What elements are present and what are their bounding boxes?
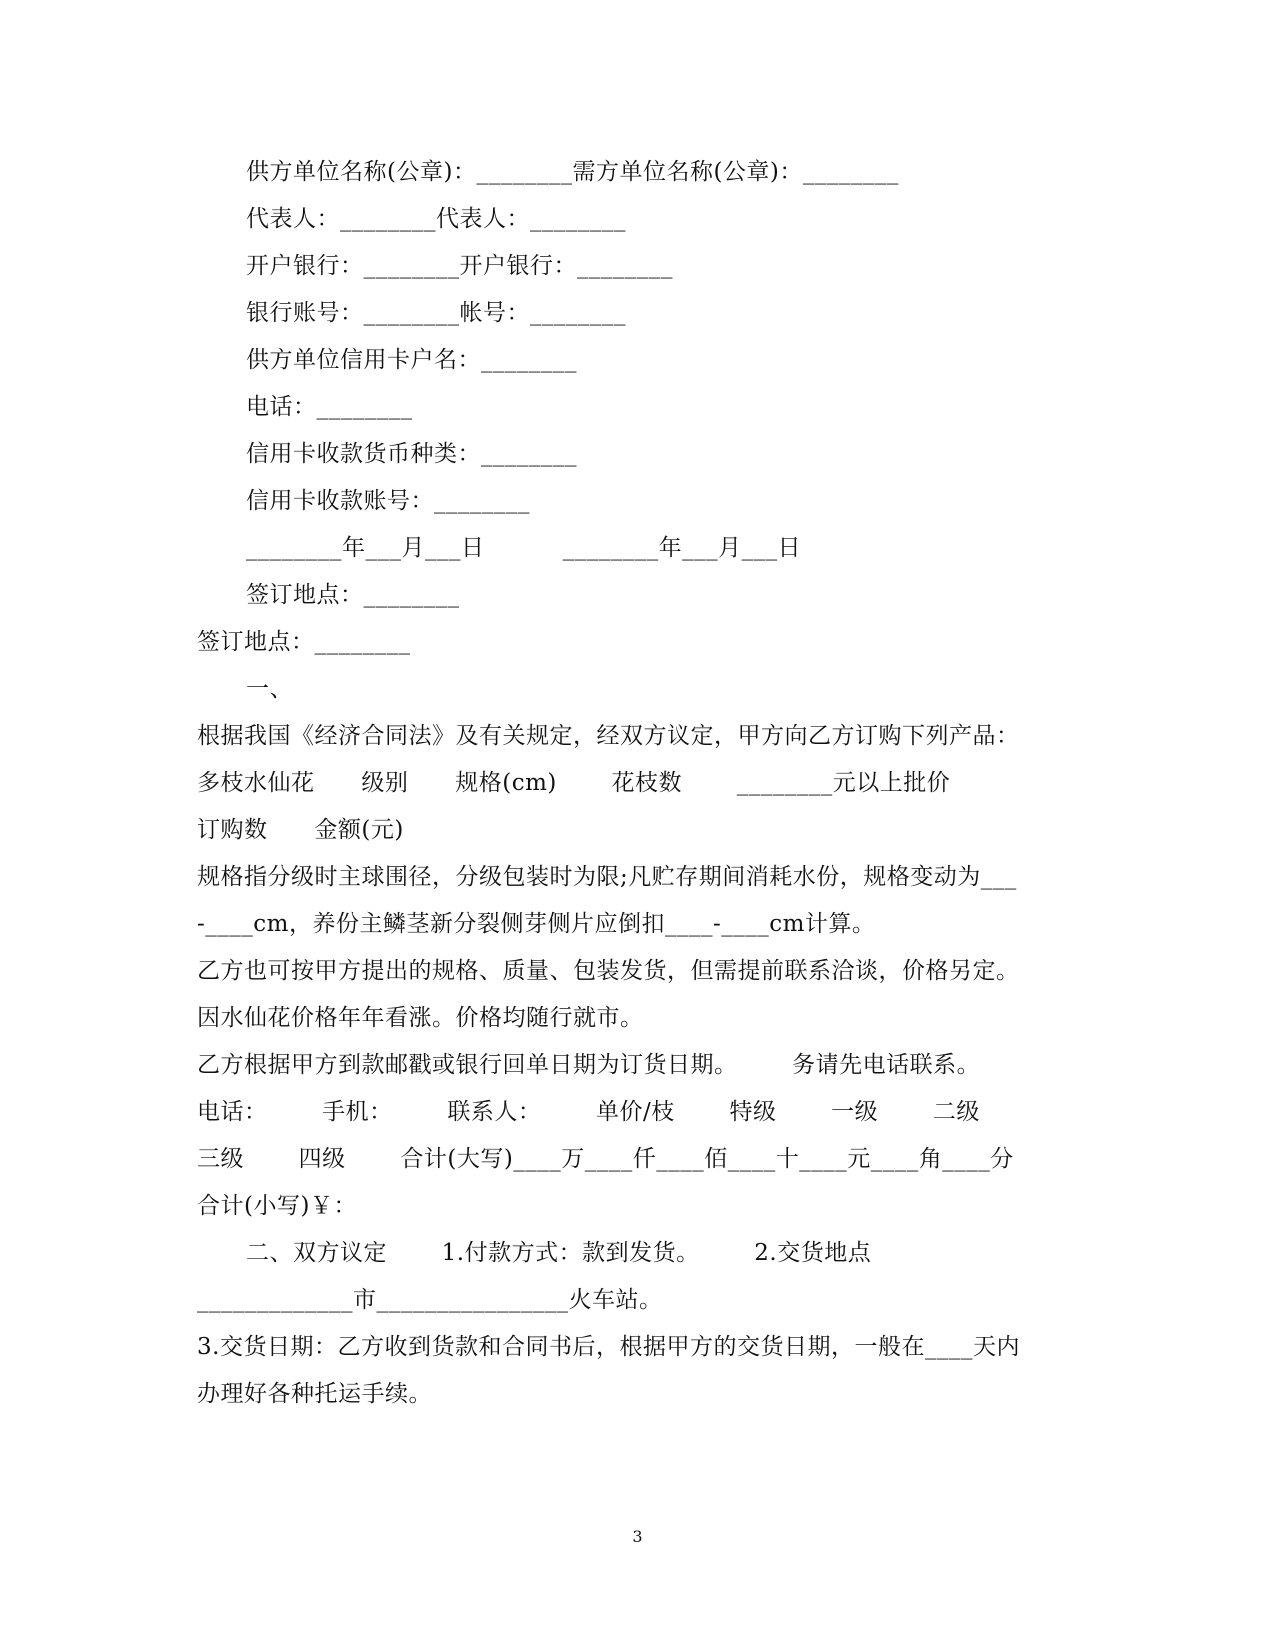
delivery-date-paragraph: 3.交货日期：乙方收到货款和合同书后，根据甲方的交货日期，一般在____天内 xyxy=(197,1334,1020,1360)
bank-line: 开户银行：________开户银行：________ xyxy=(246,253,673,279)
representative-line: 代表人：________代表人：________ xyxy=(246,206,626,232)
delivery-place-line: _____________市________________火车站。 xyxy=(197,1287,663,1313)
section-two-heading: 二、双方议定 1.付款方式：款到发货。 2.交货地点 xyxy=(246,1240,872,1266)
currency-line: 信用卡收款货币种类：________ xyxy=(246,441,577,467)
total-lowercase-line: 合计(小写)￥： xyxy=(197,1193,357,1219)
shipping-note-paragraph: 乙方也可按甲方提出的规格、质量、包装发货，但需提前联系洽谈，价格另定。 xyxy=(197,958,1020,984)
section-one-heading: 一、 xyxy=(246,676,293,702)
bank-account-line: 银行账号：________帐号：________ xyxy=(246,300,626,326)
product-header-line: 多枝水仙花 级别 规格(cm) 花枝数 ________元以上批价 xyxy=(197,770,951,796)
contract-basis-paragraph: 根据我国《经济合同法》及有关规定，经双方议定，甲方向乙方订购下列产品： xyxy=(197,723,1020,749)
signing-place-line-2: 签订地点：________ xyxy=(197,629,411,655)
delivery-date-paragraph-cont: 办理好各种托运手续。 xyxy=(197,1381,432,1407)
credit-card-account-line: 信用卡收款账号：________ xyxy=(246,488,530,514)
page-number: 3 xyxy=(632,1527,643,1546)
specification-paragraph-cont: -____cm，养份主鳞茎新分裂侧芽侧片应倒扣____-____cm计算。 xyxy=(197,911,876,937)
order-quantity-line: 订购数 金额(元) xyxy=(197,817,404,843)
price-note-paragraph: 因水仙花价格年年看涨。价格均随行就市。 xyxy=(197,1005,644,1031)
order-date-paragraph: 乙方根据甲方到款邮戳或银行回单日期为订货日期。 务请先电话联系。 xyxy=(197,1052,981,1078)
contact-table-header: 电话： 手机： 联系人： 单价/枝 特级 一级 二级 xyxy=(197,1099,980,1125)
signing-place-line: 签订地点：________ xyxy=(246,582,460,608)
grade-total-line: 三级 四级 合计(大写)____万____仟____佰____十____元____角____分 xyxy=(197,1146,1014,1172)
supplier-buyer-name-line: 供方单位名称(公章)：________需方单位名称(公章)：________ xyxy=(246,159,899,185)
phone-line: 电话：________ xyxy=(246,394,413,420)
date-line: ________年___月___日 ________年___月___日 xyxy=(246,535,802,561)
credit-card-name-line: 供方单位信用卡户名：________ xyxy=(246,347,577,373)
specification-paragraph: 规格指分级时主球围径，分级包装时为限;凡贮存期间消耗水份，规格变动为___ xyxy=(197,864,1017,890)
